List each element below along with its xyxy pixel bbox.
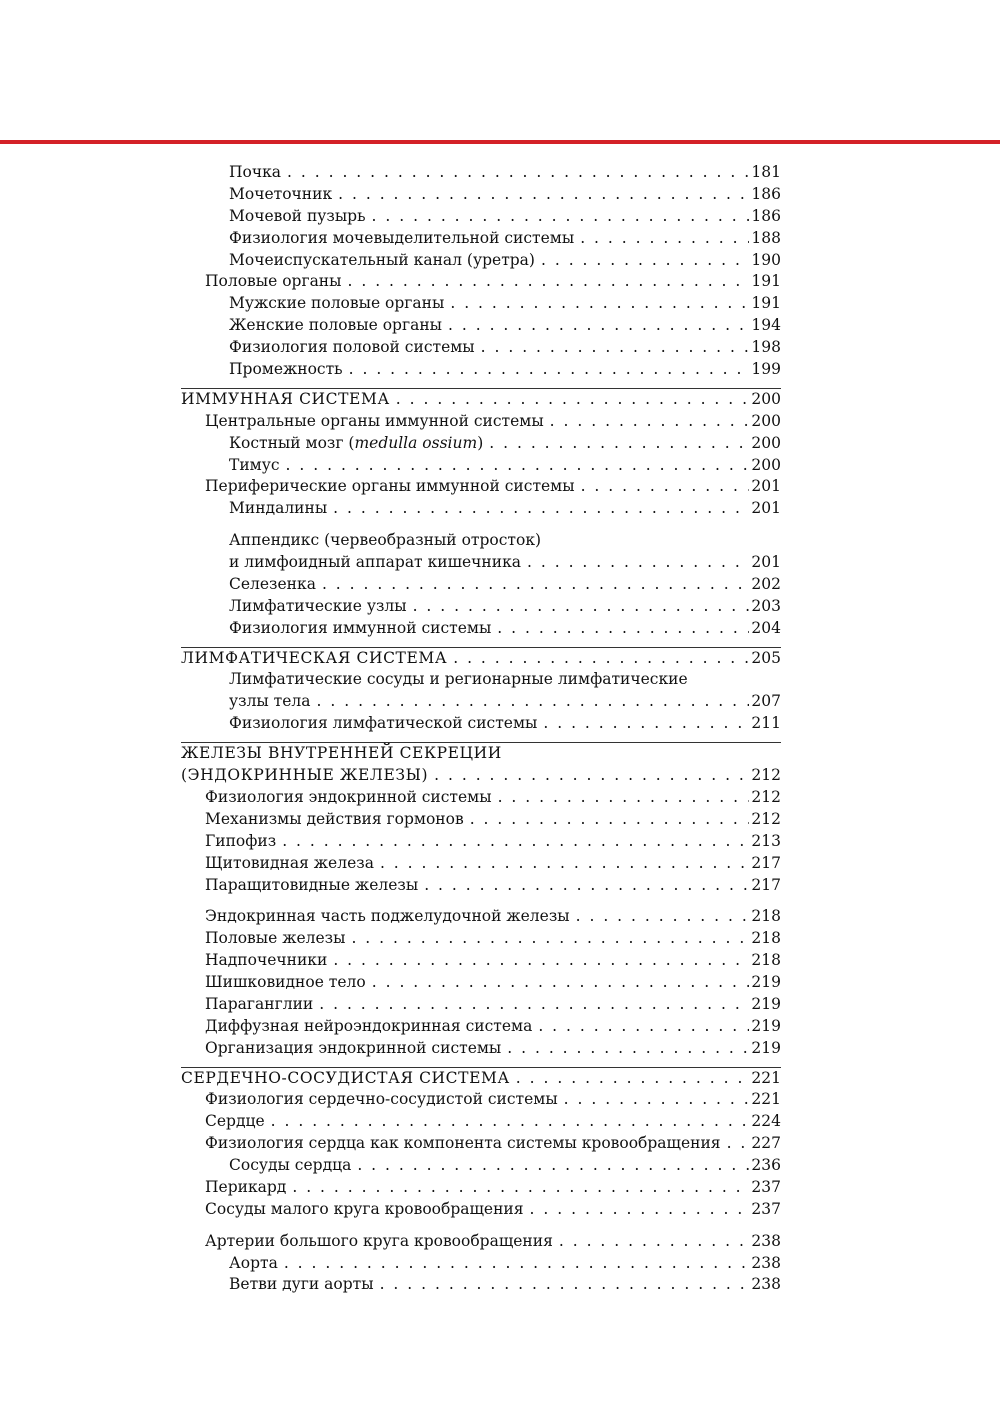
toc-entry-title: Сосуды сердца [229, 1156, 352, 1175]
toc-entry-page: 205 [751, 648, 781, 667]
toc-entry-page: 217 [751, 853, 781, 872]
toc-entry-page: 238 [751, 1231, 781, 1250]
toc-entry[interactable] [181, 184, 781, 206]
toc-section-title: ЛИМФАТИЧЕСКАЯ СИСТЕМА [181, 648, 448, 667]
toc-entry[interactable] [181, 875, 781, 897]
toc-entry-title: Эндокринная часть поджелудочной железы [205, 907, 570, 926]
toc-entry-title: Мочеиспускательный канал (уретра) [229, 250, 535, 269]
toc-entry-title: Мочевой пузырь [229, 206, 366, 225]
toc-section-heading[interactable] [181, 1068, 781, 1090]
toc-entry-title: Физиология половой системы [229, 338, 475, 357]
toc-entry-page: 238 [751, 1275, 781, 1294]
toc-entry-page: 201 [751, 499, 781, 518]
toc-entry-title: Аорта [229, 1253, 278, 1272]
toc-entry[interactable] [181, 1274, 781, 1296]
toc-entry-page: 236 [751, 1156, 781, 1175]
toc-entry[interactable] [181, 1199, 781, 1221]
toc-section-title-line: ЖЕЛЕЗЫ ВНУТРЕННЕЙ СЕКРЕЦИИ [181, 744, 502, 763]
toc-section-title: СЕРДЕЧНО-СОСУДИСТАЯ СИСТЕМА [181, 1068, 510, 1087]
toc-entry[interactable] [181, 691, 781, 713]
toc-entry[interactable] [181, 574, 781, 596]
toc-entry-title: Мочеточник [229, 184, 333, 203]
toc-entry-page: 200 [751, 455, 781, 474]
toc-entry-title: Физиология сердца как компонента системы кровообращения [205, 1134, 721, 1153]
toc-entry-page: 201 [751, 477, 781, 496]
toc-section-title: (ЭНДОКРИННЫЕ ЖЕЛЕЗЫ) [181, 766, 429, 785]
toc-entry[interactable] [181, 972, 781, 994]
toc-entry-page: 212 [751, 787, 781, 806]
toc-entry-title-line: Лимфатические сосуды и регионарные лимфатические [229, 670, 688, 689]
toc-entry-page: 218 [751, 951, 781, 970]
toc-entry-page: 237 [751, 1177, 781, 1196]
toc-entry[interactable] [181, 1016, 781, 1038]
toc-entry[interactable] [181, 853, 781, 875]
toc-entry-page: 219 [751, 972, 781, 991]
toc-entry-title: Почка [229, 163, 282, 181]
toc-entry[interactable] [181, 1133, 781, 1155]
toc-entry-title: и лимфоидный аппарат кишечника [229, 553, 522, 572]
toc-entry-title: Сердце [205, 1112, 265, 1131]
toc-entry-page: 219 [751, 1016, 781, 1035]
toc-entry-title: Диффузная нейроэндокринная система [205, 1016, 533, 1035]
toc-entry-title: Селезенка [229, 574, 316, 593]
toc-entry-page: 219 [751, 994, 781, 1013]
toc-entry[interactable] [181, 162, 781, 184]
toc-entry-title: узлы тела [229, 692, 311, 711]
toc-entry-page: 194 [751, 316, 781, 335]
toc-entry[interactable] [181, 950, 781, 972]
toc-entry[interactable] [181, 928, 781, 950]
toc-entry-title: Шишковидное тело [205, 972, 366, 991]
toc-entry-page: 200 [751, 433, 781, 452]
toc-entry[interactable] [181, 433, 781, 455]
toc-entry-title: Промежность [229, 360, 343, 379]
toc-entry-page: 212 [751, 766, 781, 785]
toc-entry[interactable] [181, 293, 781, 315]
toc-entry[interactable] [181, 206, 781, 228]
toc-entry-page: 198 [751, 338, 781, 357]
toc-entry-page: 201 [751, 553, 781, 572]
toc-entry-page: 224 [751, 1112, 781, 1131]
toc-entry-title: Перикард [205, 1177, 287, 1196]
toc-entry[interactable] [181, 315, 781, 337]
toc-entry-title: Центральные органы иммунной системы [205, 411, 544, 430]
toc-entry[interactable] [181, 1155, 781, 1177]
toc-entry[interactable] [181, 1231, 781, 1253]
toc-entry[interactable] [181, 1111, 781, 1133]
toc-entry-title: Организация эндокринной системы [205, 1038, 502, 1057]
toc-entry-page: 186 [751, 206, 781, 225]
toc-entry-title: Женские половые органы [229, 316, 443, 335]
toc-entry-page: 202 [751, 574, 781, 593]
toc-entry-page: 203 [751, 596, 781, 615]
toc-entry-page: 207 [751, 692, 781, 711]
toc-entry[interactable] [181, 337, 781, 359]
toc-entry[interactable] [181, 498, 781, 520]
toc-entry-page: 188 [751, 228, 781, 247]
toc-section-heading[interactable] [181, 389, 781, 411]
toc-entry[interactable] [181, 1253, 781, 1275]
toc-entry-page: 221 [751, 1090, 781, 1109]
toc-entry-title: Периферические органы иммунной системы [205, 477, 575, 496]
toc-entry-page: 181 [751, 163, 781, 181]
toc-entry[interactable] [181, 713, 781, 735]
toc-section-heading[interactable] [181, 648, 781, 670]
toc-entry[interactable] [181, 906, 781, 928]
toc-entry-page: 238 [751, 1253, 781, 1272]
toc-entry-page: 218 [751, 929, 781, 948]
toc-entry-title: Гипофиз [205, 831, 277, 850]
toc-entry-title: Физиология эндокринной системы [205, 787, 492, 806]
toc-entry[interactable] [181, 411, 781, 433]
toc-entry-page: 237 [751, 1199, 781, 1218]
toc-entry-page: 200 [751, 411, 781, 430]
toc-entry-page: 191 [751, 272, 781, 291]
toc-entry[interactable] [181, 787, 781, 809]
toc-entry-title: Параганглии [205, 994, 314, 1013]
toc-entry[interactable] [181, 1177, 781, 1199]
table-of-contents [181, 162, 781, 1296]
toc-entry[interactable] [181, 271, 781, 293]
toc-entry-title: Механизмы действия гормонов [205, 809, 464, 828]
toc-entry-page: 190 [751, 250, 781, 269]
toc-entry-title: Миндалины [229, 499, 328, 518]
toc-entry-page: 217 [751, 875, 781, 894]
toc-entry-page: 200 [751, 389, 781, 408]
toc-entry-page: 221 [751, 1068, 781, 1087]
toc-entry[interactable] [181, 552, 781, 574]
toc-entry-title: Надпочечники [205, 951, 328, 970]
toc-entry-title: Сосуды малого круга кровообращения [205, 1199, 524, 1218]
toc-entry-title: Половые органы [205, 272, 342, 291]
toc-entry-page: 212 [751, 809, 781, 828]
toc-entry-title: Физиология мочевыделительной системы [229, 228, 575, 247]
toc-entry-title: Щитовидная железа [205, 853, 374, 872]
toc-entry-page: 191 [751, 294, 781, 313]
toc-section-heading[interactable] [181, 765, 781, 787]
toc-entry-page: 211 [751, 714, 781, 733]
toc-entry-page: 218 [751, 907, 781, 926]
toc-entry[interactable] [181, 831, 781, 853]
toc-entry[interactable] [181, 596, 781, 618]
toc-section-title: ИММУННАЯ СИСТЕМА [181, 389, 390, 408]
toc-entry-title: Половые железы [205, 929, 346, 948]
toc-entry-title: Паращитовидные железы [205, 875, 419, 894]
toc-entry-page: 219 [751, 1038, 781, 1057]
toc-entry-title-line: Аппендикс (червеобразный отросток) [229, 531, 542, 550]
toc-entry[interactable] [181, 809, 781, 831]
red-header-rule [0, 140, 1000, 144]
toc-entry[interactable] [181, 994, 781, 1016]
toc-entry[interactable] [181, 1089, 781, 1111]
toc-entry[interactable] [181, 228, 781, 250]
toc-entry[interactable] [181, 455, 781, 477]
toc-entry[interactable] [181, 618, 781, 640]
toc-entry-title: Физиология иммунной системы [229, 618, 492, 637]
toc-entry-title: Артерии большого круга кровообращения [205, 1231, 553, 1250]
toc-entry-title: Ветви дуги аорты [229, 1275, 374, 1294]
toc-entry[interactable] [181, 250, 781, 272]
toc-entry-title: Физиология лимфатической системы [229, 714, 538, 733]
toc-entry-title: Тимус [229, 455, 280, 474]
toc-entry[interactable] [181, 359, 781, 381]
toc-entry-page: 186 [751, 184, 781, 203]
toc-entry-page: 213 [751, 831, 781, 850]
toc-entry-title: Костный мозг (medulla ossium) [229, 433, 484, 452]
toc-entry-page: 227 [751, 1134, 781, 1153]
toc-entry-title: Физиология сердечно-сосудистой системы [205, 1090, 558, 1109]
toc-entry-page: 204 [751, 618, 781, 637]
toc-entry[interactable] [181, 476, 781, 498]
toc-entry[interactable] [181, 1038, 781, 1060]
toc-entry-page: 199 [751, 360, 781, 379]
toc-entry-title: Мужские половые органы [229, 294, 445, 313]
toc-entry-title: Лимфатические узлы [229, 596, 407, 615]
